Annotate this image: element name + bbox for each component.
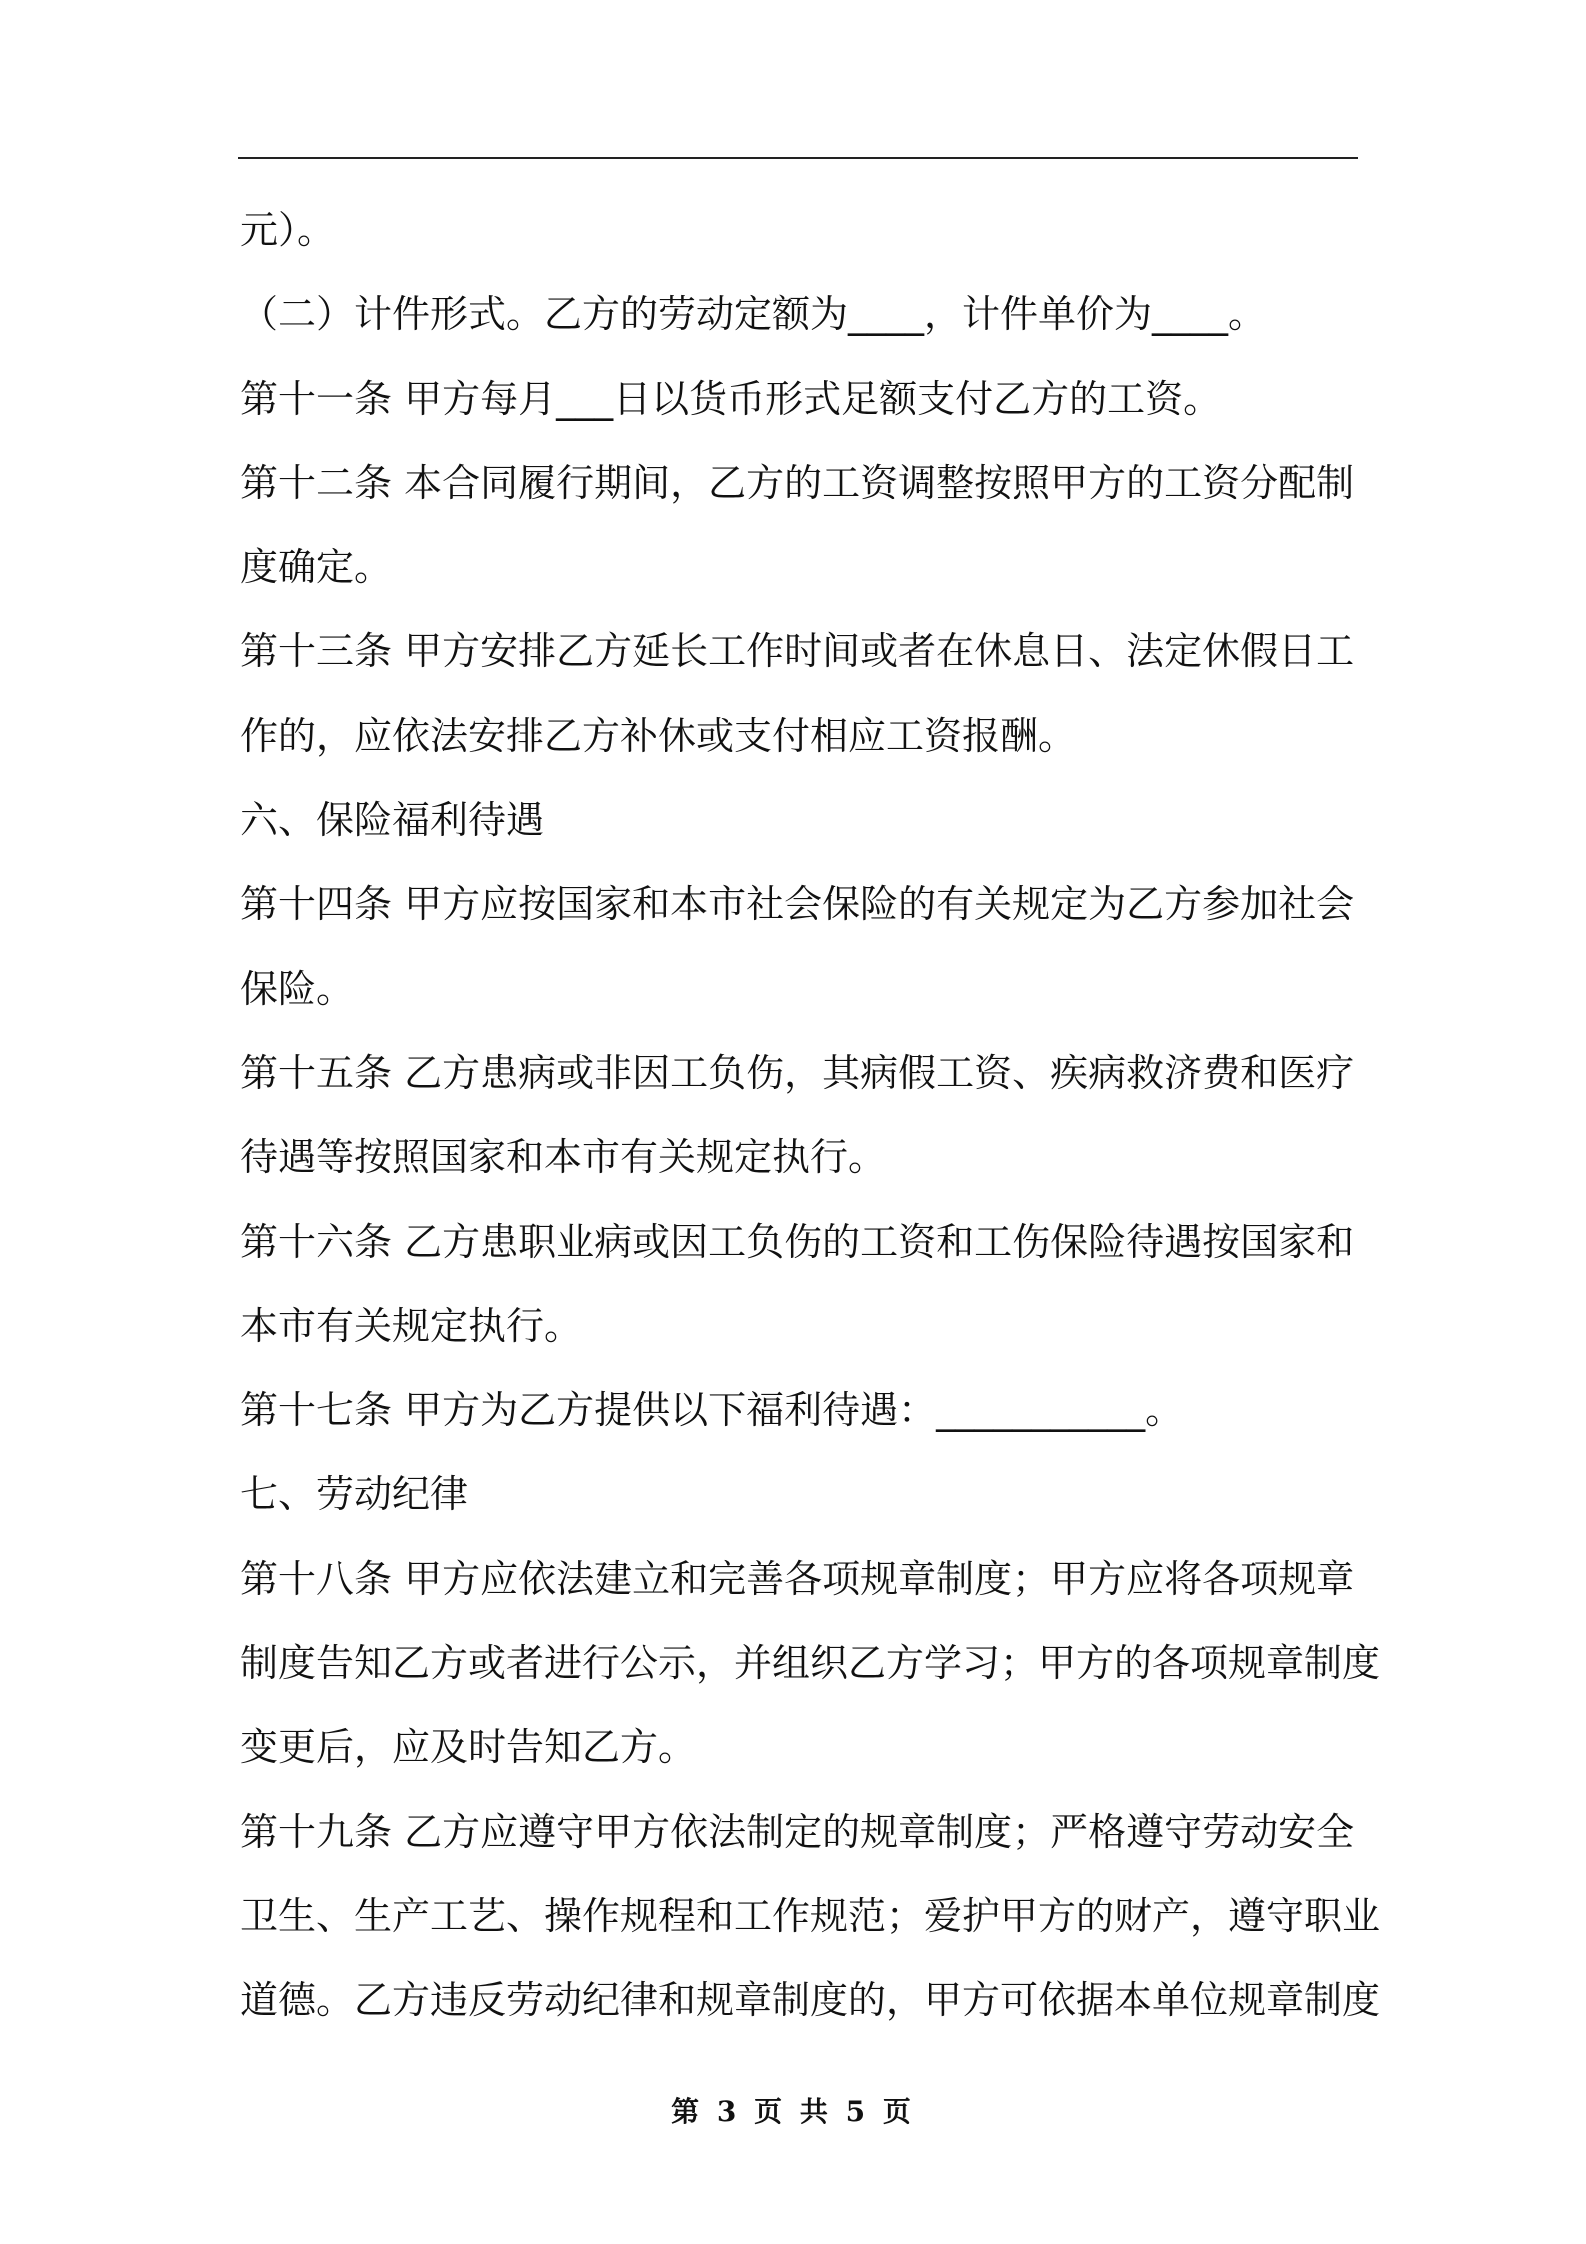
text-line: 本市有关规定执行。 [240, 1303, 583, 1348]
document-body [240, 188, 1381, 2043]
text-line: （二）计件形式。乙方的劳动定额为____，计件单价为____。 [240, 292, 1267, 337]
text-line: 变更后，应及时告知乙方。 [240, 1725, 697, 1770]
text-line: 第十二条 本合同履行期间，乙方的工资调整按照甲方的工资分配制 [240, 460, 1355, 505]
text-line: 道德。乙方违反劳动纪律和规章制度的，甲方可依据本单位规章制度 [240, 1978, 1381, 2023]
text-line: 第十七条 甲方为乙方提供以下福利待遇：___________。 [240, 1388, 1184, 1433]
text-line: 第十四条 甲方应按国家和本市社会保险的有关规定为乙方参加社会 [240, 882, 1355, 927]
text-line: 第十六条 乙方患职业病或因工负伤的工资和工伤保险待遇按国家和 [240, 1219, 1355, 1264]
text-line: 第十一条 甲方每月___日以货币形式足额支付乙方的工资。 [240, 376, 1222, 421]
text-line: 第十三条 甲方安排乙方延长工作时间或者在休息日、法定休假日工 [240, 629, 1355, 674]
page-number-footer: 第 3 页 共 5 页 [671, 2095, 915, 2128]
text-line: 保险。 [240, 966, 355, 1011]
section-heading: 七、劳动纪律 [240, 1472, 469, 1517]
text-line: 第十九条 乙方应遵守甲方依法制定的规章制度；严格遵守劳动安全 [240, 1809, 1355, 1854]
text-line: 卫生、生产工艺、操作规程和工作规范；爱护甲方的财产，遵守职业 [240, 1893, 1381, 1938]
text-line: 作的，应依法安排乙方补休或支付相应工资报酬。 [240, 713, 1077, 758]
text-line: 第十八条 甲方应依法建立和完善各项规章制度；甲方应将各项规章 [240, 1556, 1355, 1601]
section-heading: 六、保险福利待遇 [240, 798, 545, 843]
text-line: 待遇等按照国家和本市有关规定执行。 [240, 1135, 887, 1180]
text-line: 第十五条 乙方患病或非因工负伤，其病假工资、疾病救济费和医疗 [240, 1050, 1355, 1095]
text-line: 度确定。 [240, 545, 393, 590]
header-rule [238, 157, 1358, 159]
text-line: 元）。 [240, 208, 336, 252]
text-line: 制度告知乙方或者进行公示，并组织乙方学习；甲方的各项规章制度 [240, 1641, 1381, 1686]
